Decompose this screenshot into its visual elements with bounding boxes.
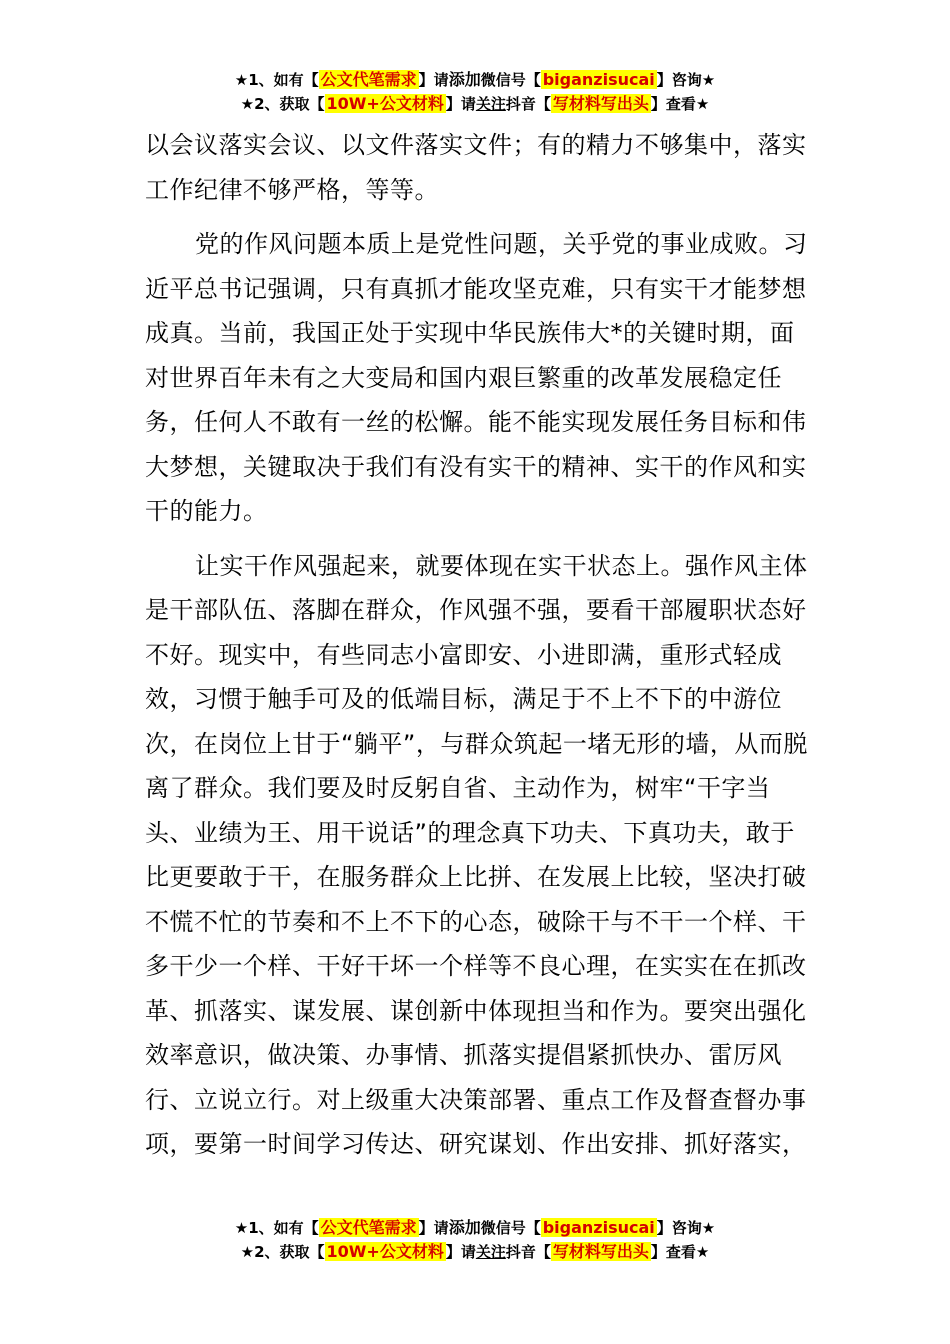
paragraph: 以会议落实会议、以文件落实文件；有的精力不够集中，落实工作纪律不够严格，等等。 xyxy=(145,131,807,204)
document-body xyxy=(145,123,815,1167)
banner-account-name: 写材料写出头 xyxy=(552,1242,649,1261)
banner-text: ★2、获取【 xyxy=(240,1243,325,1261)
banner-text: 】查看★ xyxy=(650,95,710,113)
banner-text: 】咨询★ xyxy=(656,71,716,89)
banner-emphasis: 关注 xyxy=(475,95,506,113)
banner-text: ★1、如有【 xyxy=(234,71,319,89)
banner-text: ★1、如有【 xyxy=(234,1219,319,1237)
banner-text: 】请 xyxy=(445,95,476,113)
banner-emphasis: 添加 xyxy=(448,70,481,89)
banner-emphasis: 添加 xyxy=(448,1218,481,1237)
banner-line-1 xyxy=(0,1217,950,1241)
bottom-banner xyxy=(0,1217,950,1265)
banner-emphasis: 关注 xyxy=(475,1243,506,1261)
banner-text: 】请 xyxy=(418,71,449,89)
banner-text: 】请 xyxy=(445,1243,476,1261)
top-banner xyxy=(0,69,950,117)
banner-wechat-id: biganzisucai xyxy=(542,1218,655,1237)
banner-wechat-id: biganzisucai xyxy=(542,70,655,89)
banner-text: 抖音【 xyxy=(505,1243,551,1261)
paragraph: 党的作风问题本质上是党性问题，关乎党的事业成败。习近平总书记强调，只有真抓才能攻坚克难，只有实干才能梦想成真。当前，我国正处于实现中华民族伟大*的关键时期，面对世界百年未有之大变局和国内艰巨繁重的改革发展稳定任务，任何人不敢有一丝的松懈。能不能实现发展任务目标和伟大梦想，关键取决于我们有没有实干的精神、实干的作风和实干的能力。 xyxy=(145,230,808,525)
banner-text: 抖音【 xyxy=(505,95,551,113)
banner-line-2 xyxy=(0,1241,950,1265)
paragraph: 让实干作风强起来，就要体现在实干状态上。强作风主体是干部队伍、落脚在群众，作风强不强，要看干部履职状态好不好。现实中，有些同志小富即安、小进即满，重形式轻成效，习惯于触手可及的低端目标，满足于不上不下的中游位次，在岗位上甘于“躺平”，与群众筑起一堵无形的墙，从而脱离了群众。我们要及时反躬自省、主动作为，树牢“干字当头、业绩为王、用干说话”的理念真下功夫、下真功夫，敢于比更要敢于干，在服务群众上比拼、在发展上比较，坚决打破不慌不忙的节奏和不上不下的心态，破除干与不干一个样、干多干少一个样、干好干坏一个样等不良心理，在实实在在抓改革、抓落实、谋发展、谋创新中体现担当和作为。要突出强化效率意识，做决策、办事情、抓落实提倡紧抓快办、雷厉风行、立说立行。对上级重大决策部署、重点工作及督查督办事项，要第一时间学习传达、研究谋划、作出安排、抓好落实， xyxy=(145,551,808,1158)
banner-text: 】请 xyxy=(418,1219,449,1237)
banner-line-2 xyxy=(0,93,950,117)
banner-highlight: 公文代笔需求 xyxy=(320,70,417,89)
banner-highlight: 10W+公文材料 xyxy=(326,1242,444,1261)
banner-text: 微信号【 xyxy=(480,71,541,89)
banner-text: 微信号【 xyxy=(480,1219,541,1237)
banner-highlight: 10W+公文材料 xyxy=(326,94,444,113)
banner-text: 】查看★ xyxy=(650,1243,710,1261)
banner-account-name: 写材料写出头 xyxy=(552,94,649,113)
banner-text: ★2、获取【 xyxy=(240,95,325,113)
banner-line-1 xyxy=(0,69,950,93)
banner-text: 】咨询★ xyxy=(656,1219,716,1237)
banner-highlight: 公文代笔需求 xyxy=(320,1218,417,1237)
